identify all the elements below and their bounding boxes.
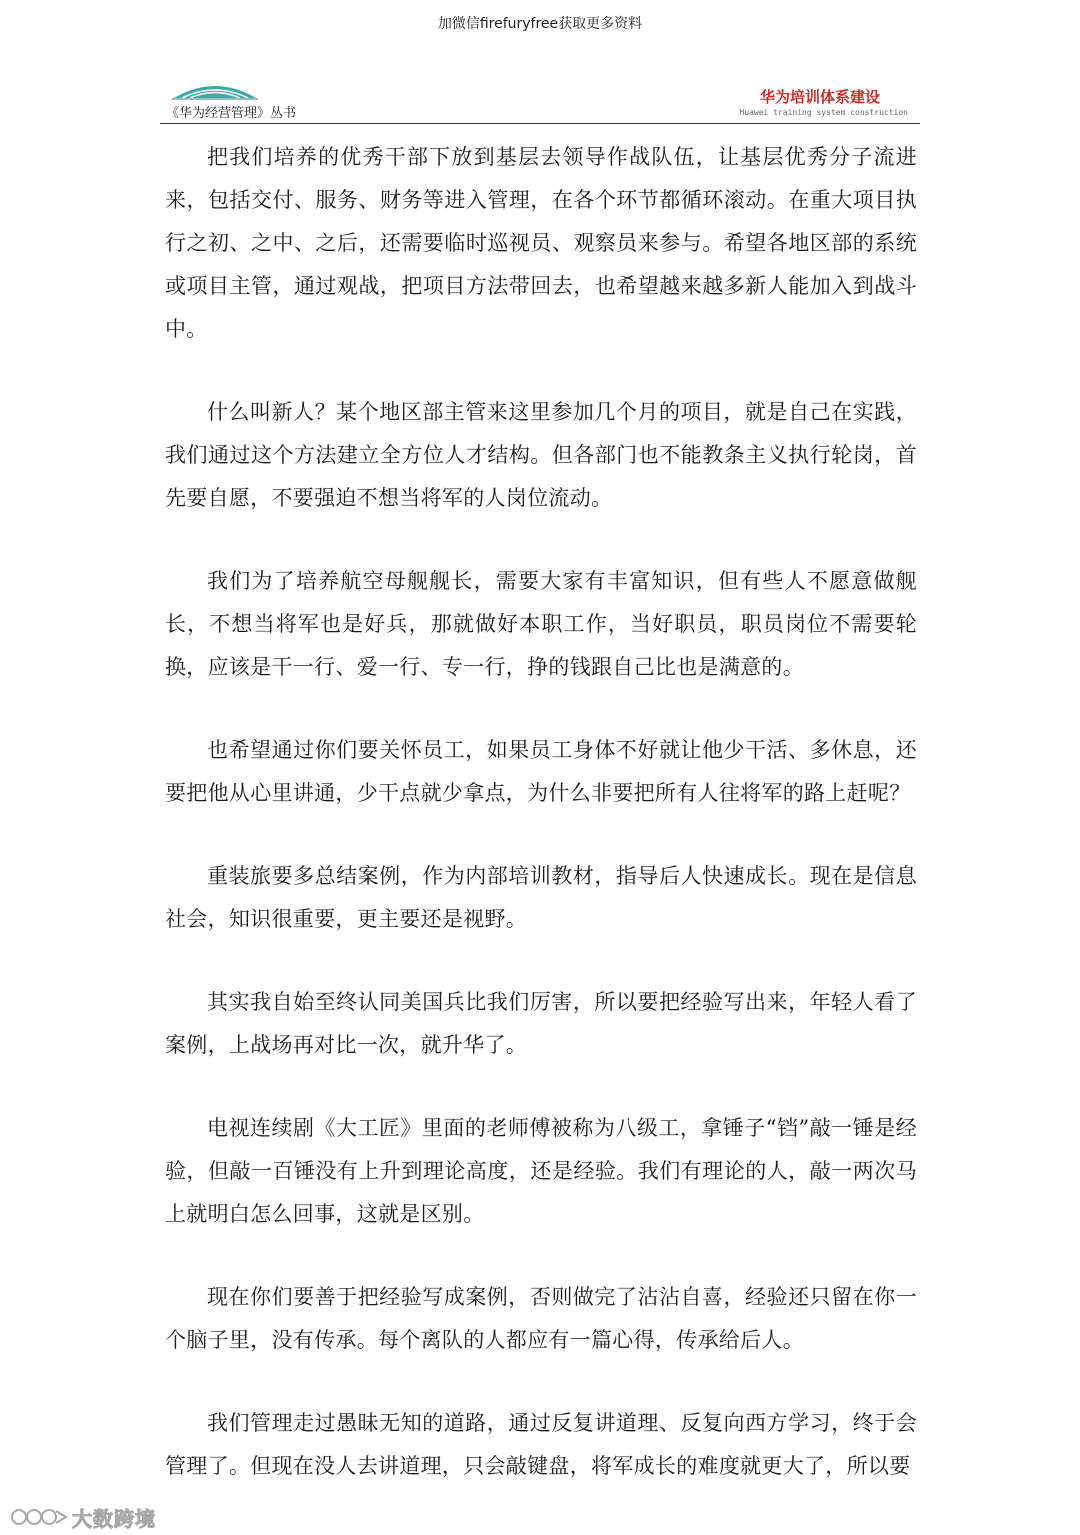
series-title: 《华为经营管理》丛书: [166, 106, 297, 121]
paragraph: 我们为了培养航空母舰舰长，需要大家有丰富知识，但有些人不愿意做舰长，不想当将军也是好兵，那就做好本职工作，当好职员，职员岗位不需要轮换，应该是干一行、爱一行、专一行，挣的钱跟自己比也是满意的。: [165, 569, 917, 679]
paragraph: 其实我自始至终认同美国兵比我们厉害，所以要把经验写出来，年轻人看了案例，上战场再对比一次，就升华了。: [165, 990, 917, 1057]
dashuju-logo-icon: [10, 1505, 70, 1527]
brand-title: 华为培训体系建设: [759, 88, 880, 106]
brand-subtitle: Huawei training system construction: [739, 108, 908, 117]
paragraph: 把我们培养的优秀干部下放到基层去领导作战队伍，让基层优秀分子流进来，包括交付、服务、财务等进入管理，在各个环节都循环滚动。在重大项目执行之初、之中、之后，还需要临时巡视员、观察员来参与。希望各地区部的系统或项目主管，通过观战，把项目方法带回去，也希望越来越多新人能加入到战斗中。: [165, 145, 917, 341]
page-header: [160, 78, 920, 126]
mountain-logo-icon: [172, 78, 258, 100]
body-text: [165, 136, 917, 1528]
paragraph: 电视连续剧《大工匠》里面的老师傅被称为八级工，拿锤子“铛”敲一锤是经验，但敲一百锤没有上升到理论高度，还是经验。我们有理论的人，敲一两次马上就明白怎么回事，这就是区别。: [165, 1116, 917, 1226]
paragraph: 什么叫新人？某个地区部主管来这里参加几个月的项目，就是自己在实践，我们通过这个方法建立全方位人才结构。但各部门也不能教条主义执行轮岗，首先要自愿，不要强迫不想当将军的人岗位流动。: [165, 400, 917, 510]
paragraph: 重装旅要多总结案例，作为内部培训教材，指导后人快速成长。现在是信息社会，知识很重要，更主要还是视野。: [165, 864, 917, 931]
paragraph: 现在你们要善于把经验写成案例，否则做完了沾沾自喜，经验还只留在你一个脑子里，没有传承。每个离队的人都应有一篇心得，传承给后人。: [165, 1285, 917, 1352]
paragraph: 我们管理走过愚昧无知的道路，通过反复讲道理、反复向西方学习，终于会管理了。但现在没人去讲道理，只会敲键盘，将军成长的难度就更大了，所以要: [165, 1411, 917, 1478]
paragraph: 也希望通过你们要关怀员工，如果员工身体不好就让他少干活、多休息，还要把他从心里讲通，少干点就少拿点，为什么非要把所有人往将军的路上赶呢？: [165, 738, 917, 805]
header-divider: [160, 123, 920, 124]
top-note: 加微信firefuryfree获取更多资料: [437, 16, 643, 32]
watermark-text: 大数跨境: [72, 1507, 156, 1531]
